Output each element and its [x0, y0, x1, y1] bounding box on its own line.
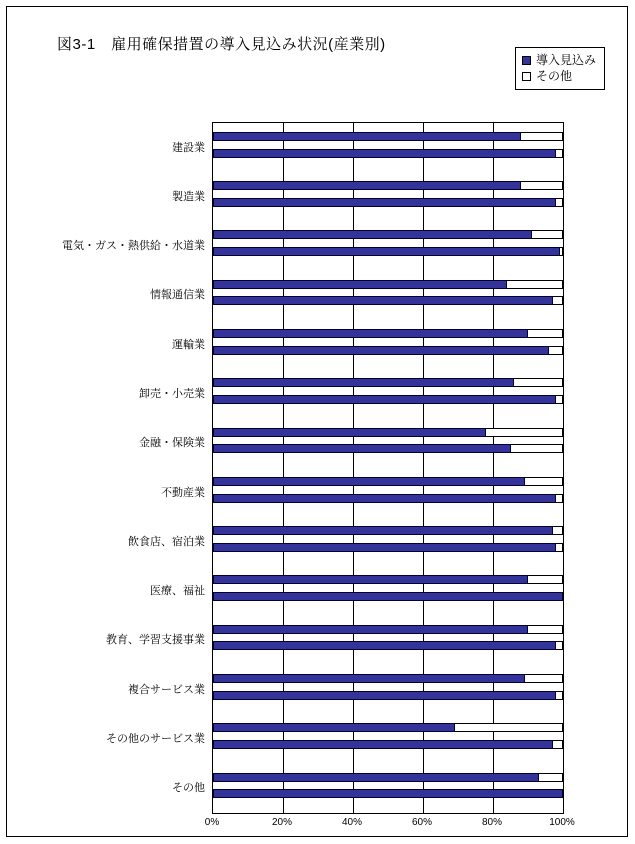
bar-segment-main — [213, 543, 556, 552]
category-label: 卸売・小売業 — [139, 388, 205, 401]
legend-item-main — [522, 52, 596, 68]
bar-segment-main — [213, 181, 521, 190]
bar-segment-main — [213, 395, 556, 404]
bar-segment-main — [213, 740, 553, 749]
category-label: 情報通信業 — [150, 289, 205, 302]
page-title: 図3-1 雇用確保措置の導入見込み状況(産業別) — [57, 36, 386, 53]
bar-group — [128, 517, 563, 566]
bar-segment-main — [213, 444, 511, 453]
x-tick-label: 60% — [411, 817, 433, 828]
bar-segment-main — [213, 247, 560, 256]
bar-segment-main — [213, 198, 556, 207]
bar-segment-main — [213, 428, 486, 437]
bar-segment-main — [213, 280, 507, 289]
x-axis-tick-labels — [204, 817, 575, 833]
stacked-bar — [213, 723, 563, 732]
bar-segment-main — [213, 132, 521, 141]
category-label: 飲食店、宿泊業 — [128, 535, 205, 548]
stacked-bar — [213, 575, 563, 584]
bar-segment-main — [213, 477, 525, 486]
category-label: 教育、学習支援事業 — [106, 634, 205, 647]
stacked-bar — [213, 149, 563, 158]
bar-group — [150, 271, 563, 320]
x-tick-label: 40% — [341, 817, 363, 828]
bar-group — [106, 714, 563, 763]
stacked-bar — [213, 378, 563, 387]
bar-group — [161, 468, 563, 517]
stacked-bar — [213, 296, 563, 305]
bar-group — [172, 320, 563, 369]
bar-segment-main — [213, 723, 455, 732]
bar-group — [172, 172, 563, 221]
chart-legend — [515, 47, 605, 90]
category-label: 不動産業 — [161, 486, 205, 499]
category-label: 電気・ガス・熱供給・水道業 — [62, 240, 205, 253]
bar-segment-main — [213, 773, 539, 782]
plot-area — [62, 122, 564, 814]
bar-segment-main — [213, 494, 556, 503]
bar-group — [139, 419, 563, 468]
stacked-bar — [213, 641, 563, 650]
stacked-bar — [213, 477, 563, 486]
bar-segment-main — [213, 329, 528, 338]
stacked-bar — [213, 674, 563, 683]
category-label: 製造業 — [172, 190, 205, 203]
x-tick-label: 20% — [271, 817, 293, 828]
category-label: 複合サービス業 — [128, 683, 205, 696]
category-label: 建設業 — [172, 141, 205, 154]
square-outline-icon — [522, 72, 531, 81]
legend-label-main: 導入見込み — [535, 53, 596, 67]
bar-group — [139, 369, 563, 418]
bar-segment-main — [213, 625, 528, 634]
stacked-bar — [213, 625, 563, 634]
stacked-bar — [213, 329, 563, 338]
stacked-bar — [213, 789, 563, 798]
bar-segment-main — [213, 149, 556, 158]
stacked-bar — [213, 494, 563, 503]
bar-segment-main — [213, 230, 532, 239]
stacked-bar — [213, 395, 563, 404]
stacked-bar — [213, 181, 563, 190]
bar-group — [106, 616, 563, 665]
legend-label-other: その他 — [535, 69, 572, 83]
stacked-bar — [213, 592, 563, 601]
stacked-bar — [213, 773, 563, 782]
category-label: 医療、福祉 — [150, 585, 205, 598]
stacked-bar — [213, 740, 563, 749]
bar-segment-main — [213, 592, 563, 601]
bar-segment-main — [213, 789, 563, 798]
category-label: その他のサービス業 — [106, 733, 205, 746]
bar-group — [62, 222, 563, 271]
stacked-bar — [213, 198, 563, 207]
stacked-bar — [213, 230, 563, 239]
bar-segment-main — [213, 296, 553, 305]
stacked-bar — [213, 132, 563, 141]
stacked-bar — [213, 543, 563, 552]
bar-segment-main — [213, 346, 549, 355]
bar-group — [128, 665, 563, 714]
bar-segment-main — [213, 691, 556, 700]
legend-item-other — [522, 68, 596, 84]
stacked-bar — [213, 444, 563, 453]
bar-segment-main — [213, 378, 514, 387]
bar-group — [172, 123, 563, 172]
x-tick-label: 80% — [481, 817, 503, 828]
chart-frame — [6, 6, 628, 837]
category-label: 金融・保険業 — [139, 437, 205, 450]
square-filled-icon — [522, 56, 531, 65]
stacked-bar — [213, 247, 563, 256]
x-tick-label: 100% — [549, 817, 575, 828]
stacked-bar — [213, 280, 563, 289]
bar-segment-main — [213, 575, 528, 584]
stacked-bar — [213, 691, 563, 700]
bar-rows — [62, 123, 563, 813]
category-label: 運輸業 — [172, 338, 205, 351]
category-label: その他 — [172, 782, 205, 795]
stacked-bar — [213, 346, 563, 355]
x-tick-label: 0% — [204, 817, 220, 828]
bar-group — [150, 567, 563, 616]
stacked-bar — [213, 428, 563, 437]
bar-group — [172, 764, 563, 813]
bar-segment-main — [213, 674, 525, 683]
stacked-bar — [213, 526, 563, 535]
bar-segment-main — [213, 641, 556, 650]
bar-segment-main — [213, 526, 553, 535]
